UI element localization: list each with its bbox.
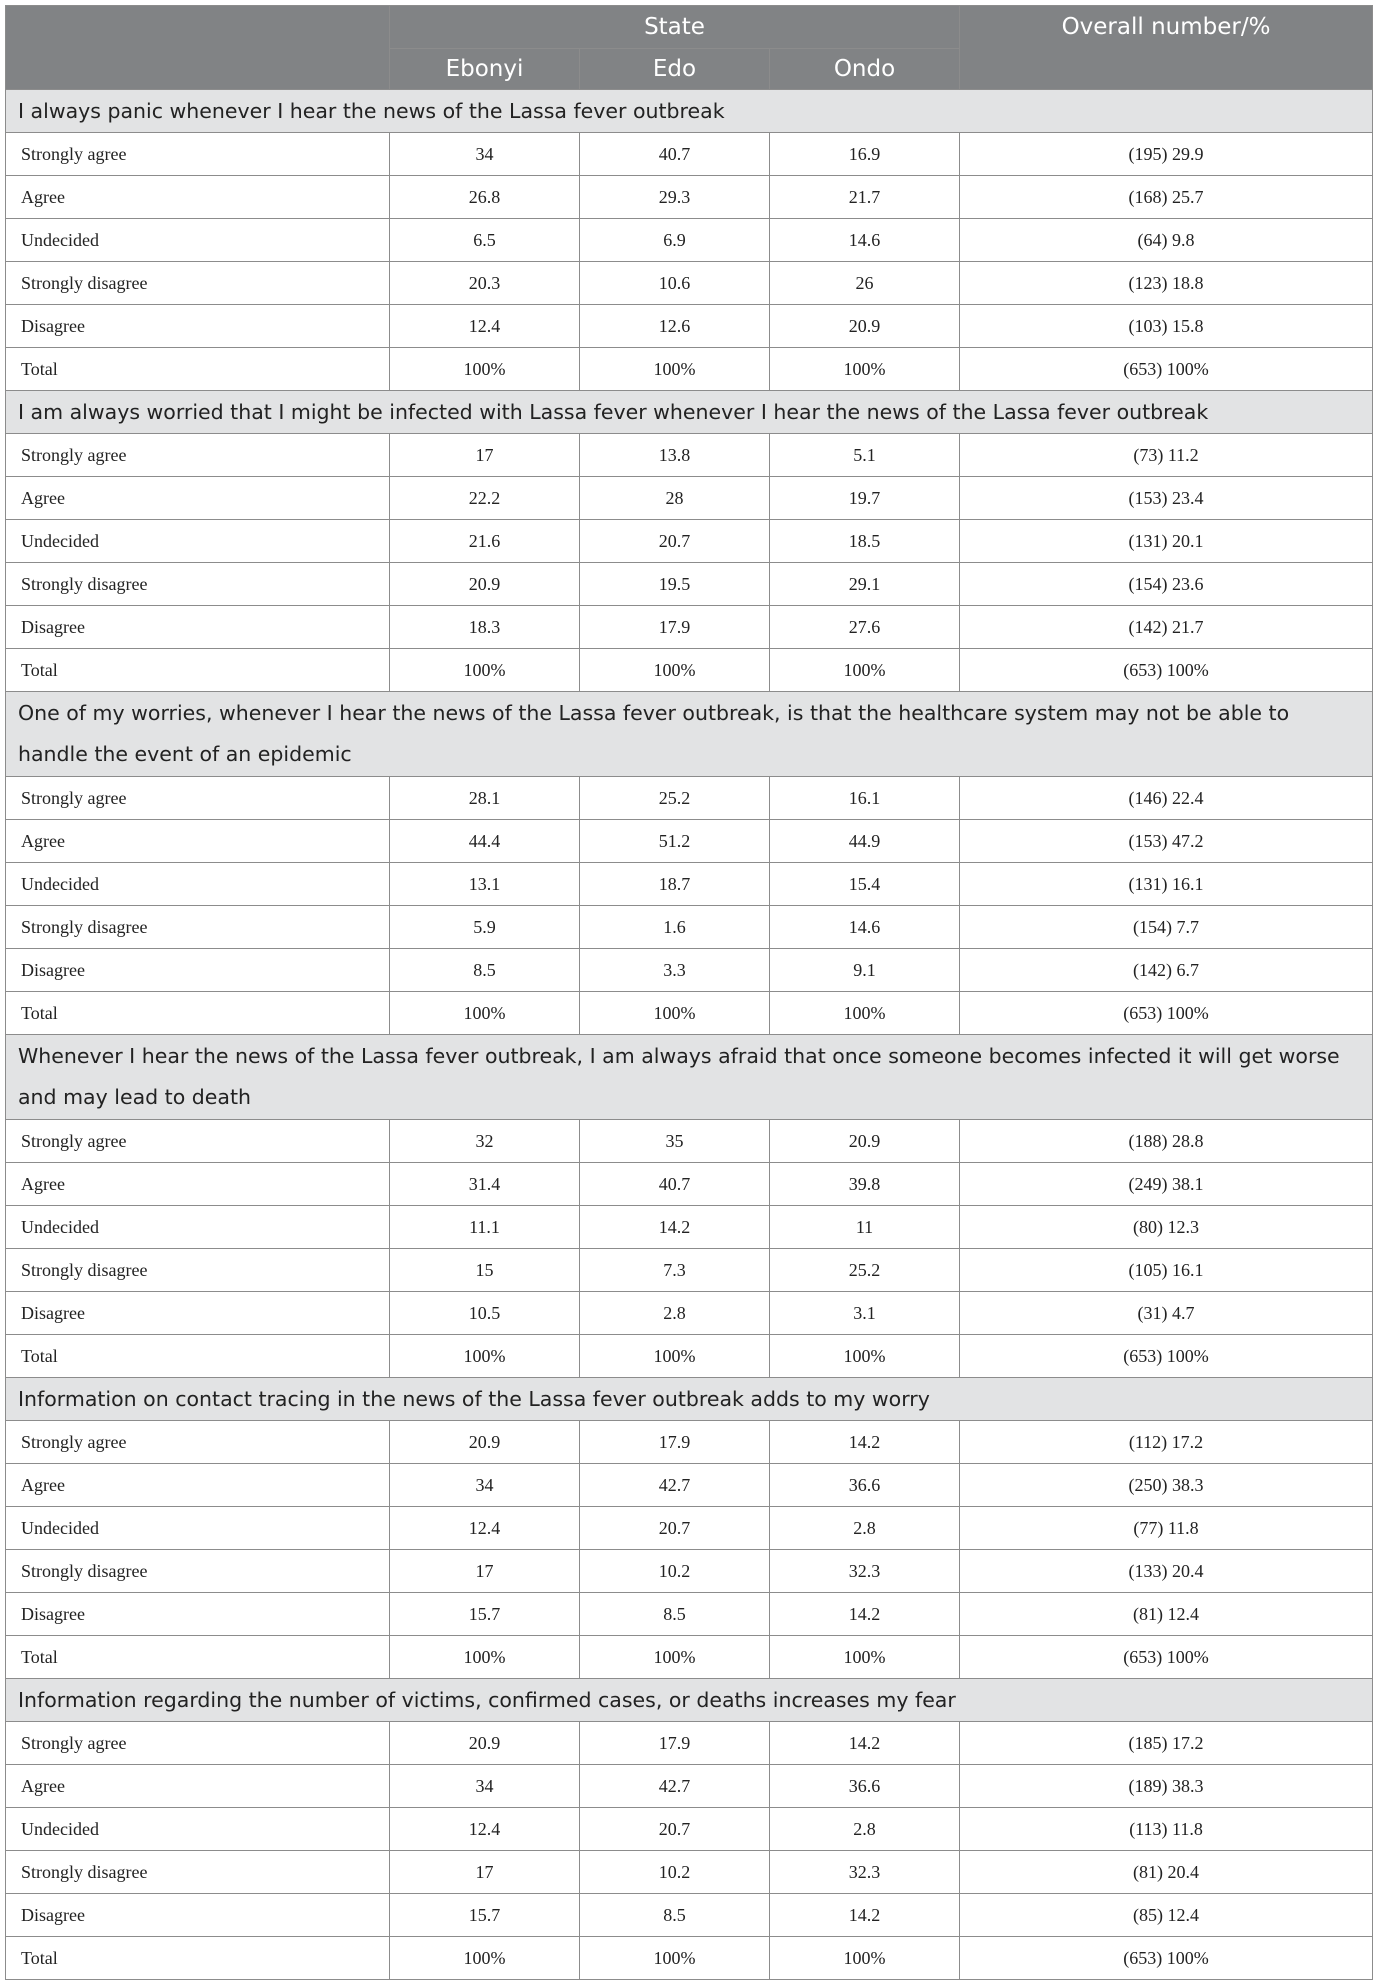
cell-overall: (168) 25.7 xyxy=(960,176,1373,219)
cell-ebonyi: 100% xyxy=(390,1937,580,1980)
response-label: Total xyxy=(6,1937,390,1980)
cell-edo: 14.2 xyxy=(580,1206,770,1249)
cell-ebonyi: 6.5 xyxy=(390,219,580,262)
cell-edo: 100% xyxy=(580,1335,770,1378)
cell-ondo: 100% xyxy=(770,992,960,1035)
cell-ondo: 14.2 xyxy=(770,1894,960,1937)
cell-overall: (249) 38.1 xyxy=(960,1163,1373,1206)
question-row xyxy=(6,1679,1373,1722)
table-row xyxy=(6,606,1373,649)
response-label: Disagree xyxy=(6,1894,390,1937)
cell-edo: 42.7 xyxy=(580,1765,770,1808)
table-row xyxy=(6,1206,1373,1249)
response-label: Agree xyxy=(6,477,390,520)
response-label: Undecided xyxy=(6,1507,390,1550)
cell-ebonyi: 12.4 xyxy=(390,1808,580,1851)
cell-ebonyi: 34 xyxy=(390,133,580,176)
question-text: One of my worries, whenever I hear the news of the Lassa fever outbreak, is that the healthcare system may not be able to handle the event of an epidemic xyxy=(6,692,1373,777)
table-row xyxy=(6,1894,1373,1937)
cell-overall: (103) 15.8 xyxy=(960,305,1373,348)
cell-ondo: 5.1 xyxy=(770,434,960,477)
cell-overall: (131) 20.1 xyxy=(960,520,1373,563)
cell-overall: (653) 100% xyxy=(960,649,1373,692)
table-row xyxy=(6,820,1373,863)
response-label: Undecided xyxy=(6,219,390,262)
cell-ebonyi: 5.9 xyxy=(390,906,580,949)
cell-ebonyi: 100% xyxy=(390,348,580,391)
cell-ebonyi: 8.5 xyxy=(390,949,580,992)
cell-ondo: 100% xyxy=(770,1335,960,1378)
cell-ondo: 14.2 xyxy=(770,1722,960,1765)
cell-ondo: 29.1 xyxy=(770,563,960,606)
cell-ondo: 14.2 xyxy=(770,1593,960,1636)
cell-overall: (153) 23.4 xyxy=(960,477,1373,520)
cell-ondo: 100% xyxy=(770,1636,960,1679)
cell-edo: 100% xyxy=(580,992,770,1035)
cell-edo: 12.6 xyxy=(580,305,770,348)
cell-edo: 10.6 xyxy=(580,262,770,305)
cell-overall: (189) 38.3 xyxy=(960,1765,1373,1808)
table-row xyxy=(6,1464,1373,1507)
table-row xyxy=(6,1335,1373,1378)
table-row xyxy=(6,863,1373,906)
cell-ondo: 15.4 xyxy=(770,863,960,906)
cell-overall: (31) 4.7 xyxy=(960,1292,1373,1335)
cell-overall: (153) 47.2 xyxy=(960,820,1373,863)
response-label: Agree xyxy=(6,176,390,219)
header-blank-cell xyxy=(6,6,390,90)
table-row xyxy=(6,1722,1373,1765)
cell-edo: 100% xyxy=(580,1937,770,1980)
cell-overall: (653) 100% xyxy=(960,1636,1373,1679)
cell-overall: (653) 100% xyxy=(960,348,1373,391)
cell-overall: (185) 17.2 xyxy=(960,1722,1373,1765)
cell-ebonyi: 10.5 xyxy=(390,1292,580,1335)
response-label: Disagree xyxy=(6,606,390,649)
cell-edo: 51.2 xyxy=(580,820,770,863)
table-row xyxy=(6,949,1373,992)
cell-edo: 25.2 xyxy=(580,777,770,820)
table-row xyxy=(6,1507,1373,1550)
cell-ondo: 16.1 xyxy=(770,777,960,820)
cell-overall: (142) 21.7 xyxy=(960,606,1373,649)
cell-ondo: 20.9 xyxy=(770,305,960,348)
cell-ebonyi: 17 xyxy=(390,1851,580,1894)
cell-ebonyi: 12.4 xyxy=(390,1507,580,1550)
cell-ebonyi: 32 xyxy=(390,1120,580,1163)
question-text: Information regarding the number of victims, confirmed cases, or deaths increases my fear xyxy=(6,1679,1373,1722)
cell-edo: 20.7 xyxy=(580,1507,770,1550)
cell-overall: (73) 11.2 xyxy=(960,434,1373,477)
cell-edo: 8.5 xyxy=(580,1593,770,1636)
response-label: Strongly agree xyxy=(6,1722,390,1765)
table-row xyxy=(6,777,1373,820)
cell-edo: 6.9 xyxy=(580,219,770,262)
table-row xyxy=(6,992,1373,1035)
cell-ondo: 14.6 xyxy=(770,219,960,262)
cell-ondo: 32.3 xyxy=(770,1851,960,1894)
cell-edo: 1.6 xyxy=(580,906,770,949)
question-row xyxy=(6,1378,1373,1421)
response-label: Agree xyxy=(6,1163,390,1206)
cell-edo: 13.8 xyxy=(580,434,770,477)
cell-edo: 29.3 xyxy=(580,176,770,219)
table-row xyxy=(6,1120,1373,1163)
cell-ebonyi: 11.1 xyxy=(390,1206,580,1249)
table-row xyxy=(6,563,1373,606)
cell-ebonyi: 20.9 xyxy=(390,563,580,606)
cell-edo: 17.9 xyxy=(580,606,770,649)
cell-ondo: 25.2 xyxy=(770,1249,960,1292)
cell-ebonyi: 18.3 xyxy=(390,606,580,649)
response-label: Strongly agree xyxy=(6,133,390,176)
cell-edo: 20.7 xyxy=(580,520,770,563)
response-label: Agree xyxy=(6,1464,390,1507)
cell-ebonyi: 15.7 xyxy=(390,1593,580,1636)
cell-overall: (250) 38.3 xyxy=(960,1464,1373,1507)
cell-overall: (112) 17.2 xyxy=(960,1421,1373,1464)
table-row xyxy=(6,1292,1373,1335)
response-label: Strongly disagree xyxy=(6,262,390,305)
cell-ebonyi: 100% xyxy=(390,1636,580,1679)
table-row xyxy=(6,176,1373,219)
cell-ondo: 16.9 xyxy=(770,133,960,176)
table-row xyxy=(6,1421,1373,1464)
response-label: Disagree xyxy=(6,1292,390,1335)
table-row xyxy=(6,1593,1373,1636)
response-label: Total xyxy=(6,1335,390,1378)
response-label: Disagree xyxy=(6,949,390,992)
response-label: Total xyxy=(6,348,390,391)
cell-ebonyi: 21.6 xyxy=(390,520,580,563)
cell-edo: 100% xyxy=(580,348,770,391)
table-row xyxy=(6,133,1373,176)
question-text: I always panic whenever I hear the news of the Lassa fever outbreak xyxy=(6,90,1373,133)
cell-overall: (146) 22.4 xyxy=(960,777,1373,820)
response-label: Strongly disagree xyxy=(6,563,390,606)
cell-edo: 8.5 xyxy=(580,1894,770,1937)
cell-ondo: 19.7 xyxy=(770,477,960,520)
response-label: Strongly disagree xyxy=(6,906,390,949)
table-row xyxy=(6,1937,1373,1980)
cell-ebonyi: 31.4 xyxy=(390,1163,580,1206)
cell-edo: 3.3 xyxy=(580,949,770,992)
table-row xyxy=(6,219,1373,262)
table-row xyxy=(6,1765,1373,1808)
cell-edo: 17.9 xyxy=(580,1421,770,1464)
table-body xyxy=(6,90,1373,1980)
cell-overall: (81) 20.4 xyxy=(960,1851,1373,1894)
table-row xyxy=(6,649,1373,692)
cell-ebonyi: 20.9 xyxy=(390,1421,580,1464)
table-row xyxy=(6,434,1373,477)
cell-overall: (653) 100% xyxy=(960,1937,1373,1980)
cell-ebonyi: 44.4 xyxy=(390,820,580,863)
cell-edo: 42.7 xyxy=(580,1464,770,1507)
table-row xyxy=(6,906,1373,949)
response-label: Strongly agree xyxy=(6,777,390,820)
cell-overall: (80) 12.3 xyxy=(960,1206,1373,1249)
cell-ebonyi: 20.3 xyxy=(390,262,580,305)
cell-ondo: 44.9 xyxy=(770,820,960,863)
cell-ebonyi: 100% xyxy=(390,649,580,692)
header-state-ebonyi: Ebonyi xyxy=(390,49,580,90)
response-label: Strongly disagree xyxy=(6,1851,390,1894)
cell-edo: 18.7 xyxy=(580,863,770,906)
header-state-ondo: Ondo xyxy=(770,49,960,90)
cell-ondo: 18.5 xyxy=(770,520,960,563)
table-row xyxy=(6,1808,1373,1851)
cell-overall: (133) 20.4 xyxy=(960,1550,1373,1593)
response-label: Agree xyxy=(6,820,390,863)
response-label: Strongly agree xyxy=(6,434,390,477)
cell-overall: (154) 23.6 xyxy=(960,563,1373,606)
cell-edo: 10.2 xyxy=(580,1550,770,1593)
table-row xyxy=(6,520,1373,563)
cell-ebonyi: 12.4 xyxy=(390,305,580,348)
cell-ondo: 100% xyxy=(770,649,960,692)
cell-ondo: 32.3 xyxy=(770,1550,960,1593)
cell-overall: (188) 28.8 xyxy=(960,1120,1373,1163)
survey-table xyxy=(5,5,1373,1980)
response-label: Undecided xyxy=(6,1206,390,1249)
header-overall: Overall number/% xyxy=(960,6,1373,90)
cell-ondo: 14.6 xyxy=(770,906,960,949)
cell-ebonyi: 13.1 xyxy=(390,863,580,906)
cell-ondo: 26 xyxy=(770,262,960,305)
response-label: Disagree xyxy=(6,1593,390,1636)
response-label: Total xyxy=(6,649,390,692)
question-text: Information on contact tracing in the news of the Lassa fever outbreak adds to my worry xyxy=(6,1378,1373,1421)
cell-ondo: 36.6 xyxy=(770,1765,960,1808)
cell-overall: (85) 12.4 xyxy=(960,1894,1373,1937)
cell-ondo: 27.6 xyxy=(770,606,960,649)
response-label: Undecided xyxy=(6,863,390,906)
cell-edo: 7.3 xyxy=(580,1249,770,1292)
cell-overall: (123) 18.8 xyxy=(960,262,1373,305)
response-label: Undecided xyxy=(6,520,390,563)
response-label: Strongly disagree xyxy=(6,1249,390,1292)
cell-ebonyi: 34 xyxy=(390,1464,580,1507)
cell-overall: (653) 100% xyxy=(960,1335,1373,1378)
cell-ondo: 20.9 xyxy=(770,1120,960,1163)
cell-ondo: 14.2 xyxy=(770,1421,960,1464)
cell-edo: 20.7 xyxy=(580,1808,770,1851)
question-text: I am always worried that I might be infected with Lassa fever whenever I hear the news of the Lassa fever outbreak xyxy=(6,391,1373,434)
response-label: Disagree xyxy=(6,305,390,348)
cell-ondo: 11 xyxy=(770,1206,960,1249)
cell-overall: (131) 16.1 xyxy=(960,863,1373,906)
table-header xyxy=(6,6,1373,90)
cell-overall: (653) 100% xyxy=(960,992,1373,1035)
cell-edo: 100% xyxy=(580,649,770,692)
cell-overall: (195) 29.9 xyxy=(960,133,1373,176)
cell-ebonyi: 20.9 xyxy=(390,1722,580,1765)
response-label: Undecided xyxy=(6,1808,390,1851)
cell-ondo: 39.8 xyxy=(770,1163,960,1206)
question-text: Whenever I hear the news of the Lassa fever outbreak, I am always afraid that once someone becomes infected it will get worse and may lead to death xyxy=(6,1035,1373,1120)
cell-ondo: 100% xyxy=(770,348,960,391)
cell-ebonyi: 17 xyxy=(390,434,580,477)
cell-ebonyi: 34 xyxy=(390,1765,580,1808)
cell-edo: 35 xyxy=(580,1120,770,1163)
table-row xyxy=(6,1851,1373,1894)
response-label: Strongly agree xyxy=(6,1120,390,1163)
cell-ebonyi: 22.2 xyxy=(390,477,580,520)
question-row xyxy=(6,90,1373,133)
question-row xyxy=(6,391,1373,434)
cell-ondo: 100% xyxy=(770,1937,960,1980)
response-label: Total xyxy=(6,992,390,1035)
cell-edo: 28 xyxy=(580,477,770,520)
table-row xyxy=(6,1163,1373,1206)
table-row xyxy=(6,1636,1373,1679)
header-state: State xyxy=(390,6,960,49)
cell-edo: 10.2 xyxy=(580,1851,770,1894)
cell-ondo: 3.1 xyxy=(770,1292,960,1335)
cell-edo: 2.8 xyxy=(580,1292,770,1335)
cell-ebonyi: 17 xyxy=(390,1550,580,1593)
cell-overall: (81) 12.4 xyxy=(960,1593,1373,1636)
table-row xyxy=(6,305,1373,348)
cell-overall: (113) 11.8 xyxy=(960,1808,1373,1851)
cell-overall: (154) 7.7 xyxy=(960,906,1373,949)
cell-ondo: 2.8 xyxy=(770,1808,960,1851)
cell-edo: 40.7 xyxy=(580,1163,770,1206)
table-row xyxy=(6,1550,1373,1593)
table-row xyxy=(6,348,1373,391)
cell-ebonyi: 28.1 xyxy=(390,777,580,820)
table-row xyxy=(6,1249,1373,1292)
cell-overall: (105) 16.1 xyxy=(960,1249,1373,1292)
cell-overall: (142) 6.7 xyxy=(960,949,1373,992)
table-row xyxy=(6,477,1373,520)
survey-table-container xyxy=(5,5,1372,1980)
response-label: Strongly disagree xyxy=(6,1550,390,1593)
cell-ondo: 9.1 xyxy=(770,949,960,992)
header-state-edo: Edo xyxy=(580,49,770,90)
cell-ondo: 36.6 xyxy=(770,1464,960,1507)
cell-ebonyi: 15 xyxy=(390,1249,580,1292)
cell-edo: 17.9 xyxy=(580,1722,770,1765)
cell-edo: 19.5 xyxy=(580,563,770,606)
question-row xyxy=(6,692,1373,777)
cell-edo: 100% xyxy=(580,1636,770,1679)
response-label: Strongly agree xyxy=(6,1421,390,1464)
cell-ebonyi: 100% xyxy=(390,1335,580,1378)
cell-overall: (64) 9.8 xyxy=(960,219,1373,262)
cell-ebonyi: 15.7 xyxy=(390,1894,580,1937)
table-row xyxy=(6,262,1373,305)
cell-overall: (77) 11.8 xyxy=(960,1507,1373,1550)
cell-ondo: 2.8 xyxy=(770,1507,960,1550)
response-label: Total xyxy=(6,1636,390,1679)
cell-edo: 40.7 xyxy=(580,133,770,176)
cell-ebonyi: 26.8 xyxy=(390,176,580,219)
cell-ondo: 21.7 xyxy=(770,176,960,219)
question-row xyxy=(6,1035,1373,1120)
cell-ebonyi: 100% xyxy=(390,992,580,1035)
response-label: Agree xyxy=(6,1765,390,1808)
